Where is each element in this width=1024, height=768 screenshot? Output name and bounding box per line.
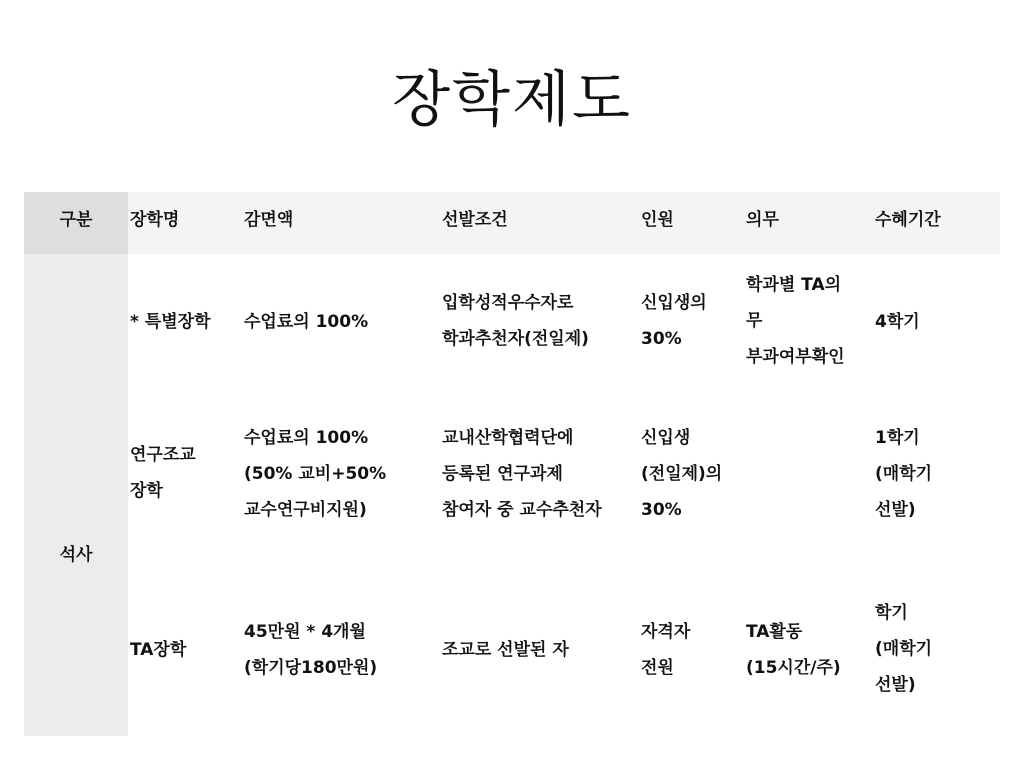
page-title: 장학제도 [392,65,632,135]
row3-name-line: TA장학 [130,640,187,660]
category-column [24,254,128,736]
row3-quota [641,614,690,686]
row2-quota-line: 30% [641,500,682,520]
row2-amount-line: (50% 교비+50% [244,464,387,484]
row2-quota [641,420,722,528]
row1-quota [641,285,707,357]
header-amount: 감면액 [244,210,294,230]
row1-duty-line: 학과별 TA의 [746,275,842,295]
row2-period-line: 선발) [875,500,916,520]
header-scholarship-name: 장학명 [130,210,180,230]
row2-condition-line: 교내산학협력단에 [442,428,574,448]
row2-condition [442,420,602,528]
row3-condition [442,632,569,668]
header-category: 구분 [24,192,128,254]
category-label: 석사 [59,545,93,565]
row1-duty-line: 무 [746,311,763,331]
row3-duty-line: (15시간/주) [746,658,841,678]
row2-name [130,437,196,509]
row1-condition-line: 입학성적우수자로 [442,293,574,313]
row1-duty-line: 부과여부확인 [746,347,845,367]
header-quota: 인원 [641,210,674,230]
row2-amount-line: 교수연구비지원) [244,500,367,520]
row2-period-line: 1학기 [875,428,920,448]
row2-period-line: (매학기 [875,464,933,484]
row3-quota-line: 전원 [641,658,674,678]
row2-name-line: 장학 [130,481,163,501]
header-duty: 의무 [746,210,779,230]
row3-condition-line: 조교로 선발된 자 [442,640,569,660]
row3-period-line: 학기 [875,603,908,623]
row2-quota-line: 신입생 [641,428,691,448]
row1-duty [746,267,845,375]
row1-period-line: 4학기 [875,312,920,332]
row1-period [875,304,920,340]
row3-amount-line: 45만원 * 4개월 [244,622,366,642]
row1-amount [244,304,368,340]
row2-name-line: 연구조교 [130,445,196,465]
row3-amount [244,614,377,686]
header-condition: 선발조건 [442,210,508,230]
scholarship-table [24,192,1000,736]
row1-amount-line: 수업료의 100% [244,312,369,332]
row3-duty-line: TA활동 [746,622,803,642]
row1-condition-line: 학과추천자(전일제) [442,329,589,349]
row2-quota-line: (전일제)의 [641,464,723,484]
row3-amount-line: (학기당180만원) [244,658,378,678]
row3-quota-line: 자격자 [641,622,691,642]
row1-quota-line: 30% [641,329,682,349]
table-header-row [24,192,1000,254]
row1-quota-line: 신입생의 [641,293,707,313]
row1-name-line: * 특별장학 [130,312,211,332]
row1-condition [442,285,589,357]
row3-name [130,632,186,668]
row3-period-line: (매학기 [875,639,933,659]
row3-duty [746,614,841,686]
row2-amount [244,420,386,528]
row3-period [875,595,932,703]
row2-period [875,420,932,528]
row2-condition-line: 등록된 연구과제 [442,464,563,484]
row2-amount-line: 수업료의 100% [244,428,369,448]
row2-condition-line: 참여자 중 교수추천자 [442,500,602,520]
row1-name [130,304,211,340]
row3-period-line: 선발) [875,675,916,695]
header-period: 수혜기간 [875,210,941,230]
